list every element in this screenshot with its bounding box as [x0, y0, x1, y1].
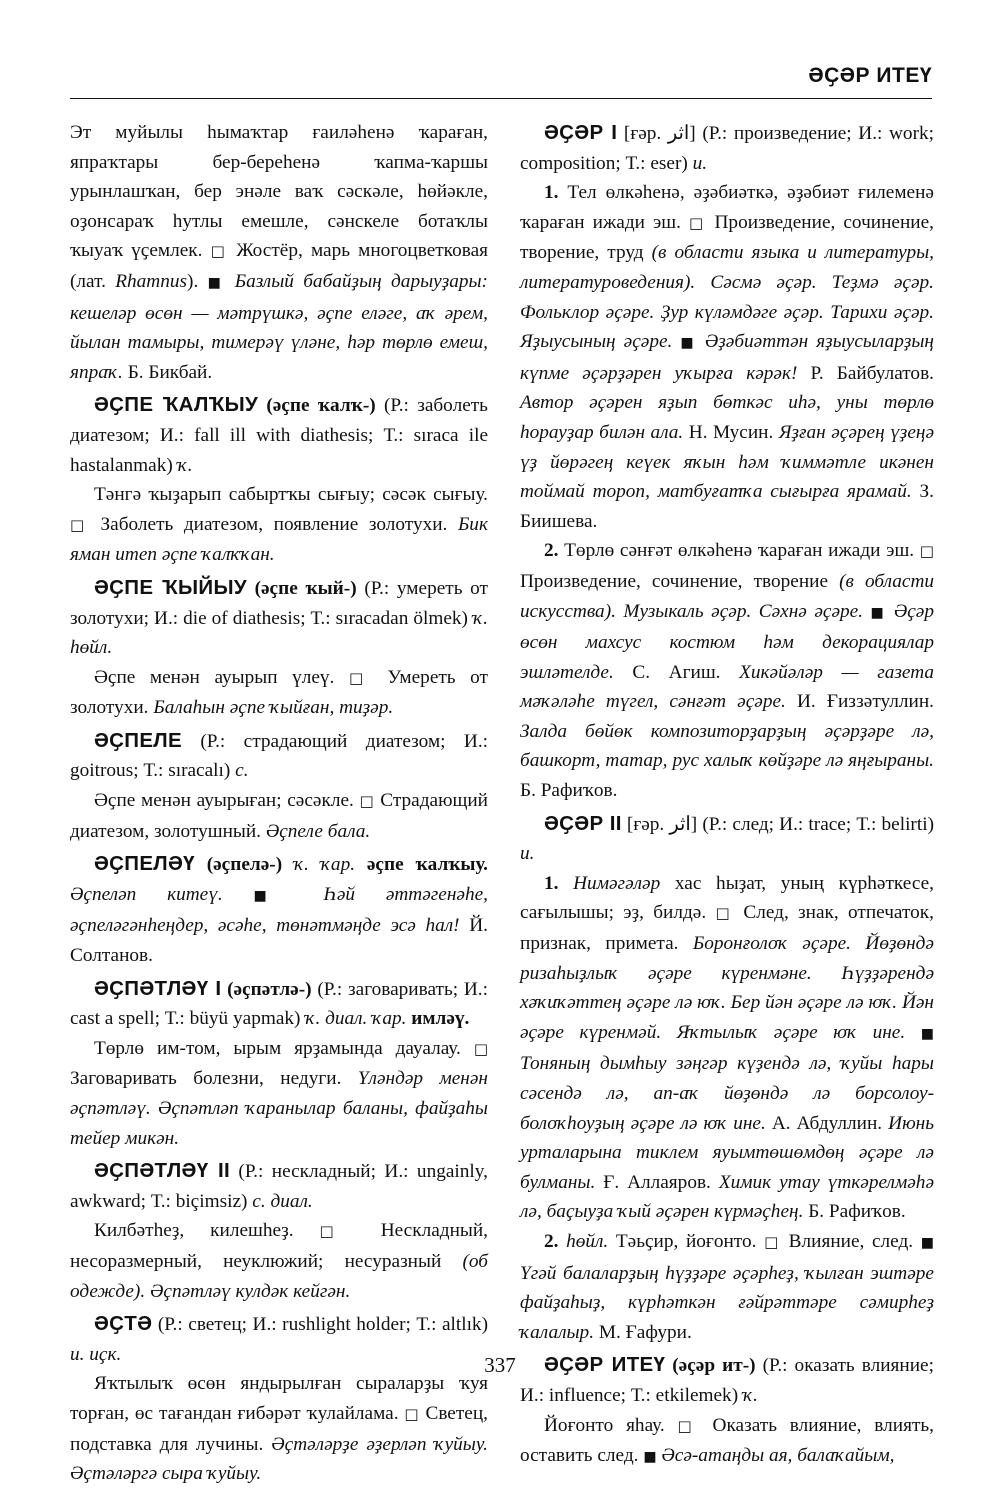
sense-1: 1. Нимәгәләр хас һыҙат, уның күрһәткесе, сағылышы; эҙ, билдә. □ След, знак, отпечаток, признак, примета. Боронғолоҡ әҫәре. Йөҙөндә ризаһыҙлыҡ әҫәре күренмәне. Һүҙҙәрендә хәҡиҡәттең әҫәре лә юҡ. Бер йән әҫәре лә юҡ. Йән әҫәре күренмәй. Яҡтылыҡ әҫәре юҡ ине. ■ Тоняның дымһыу зәңгәр күҙендә лә, ҡуйы һары сәсендә лә, ап-аҡ йөҙөндә лә борсолоу-болоҡһоуҙың әҫәре лә юҡ ине. А. Абдуллин. Июнь урталарына тиклем яуымтөшөмдөң әҫәре лә булманы. Ғ. Аллаяров. Химик утау үткәрелмәһә лә, баҫыуҙа ҡый әҫәрен күрмәҫһең. Б. Рафиҡов. [520, 872, 935, 1223]
header-rule [70, 98, 932, 99]
example-marker-icon: ■ [253, 887, 293, 904]
russian-marker-icon: □ [359, 792, 375, 811]
example-marker-icon: ■ [920, 1025, 934, 1042]
entry-espeleu: ӘҪПЕЛӘҮ (әҫпелә-) ҡ. ҡар. әҫпе ҡалҡыу. Әҫпеләп китеү. ■ Һәй әттәгенәһе, әҫпеләгәнһеңдер, әсәһе, төнәтмәңде эсә һал! Й. Солтанов. [70, 852, 489, 967]
definition: Тәнгә ҡыҙарып сабыртҡы сығыу; сәсәк сығыу. □ Заболеть диатезом, появление золотухи. Бик яман итеп әҫпе ҡалҡҡан. [70, 484, 488, 566]
example-marker-icon: ■ [920, 1234, 934, 1251]
russian-marker-icon: □ [210, 242, 229, 261]
running-head: ӘҪӘР ИТЕҮ [808, 64, 932, 87]
example-marker-icon: ■ [207, 274, 226, 291]
russian-marker-icon: □ [677, 1416, 700, 1435]
russian-marker-icon: □ [919, 542, 934, 561]
page-number: 337 [484, 1353, 516, 1377]
entry-espe-kalkyu: ӘҪПЕ ҠАЛҠЫУ (әҫпе ҡалҡ-) (Р.: заболеть диатезом; И.: fall ill with diathesis; Т.: sıraca ile hastalanmak) ҡ. [70, 393, 488, 476]
entry-este: ӘҪТӘ (Р.: светец; И.: rushlight holder; Т.: altlık) и. иҫк. [70, 1312, 488, 1365]
headword: ӘҪӘР I [544, 121, 618, 144]
headword: ӘҪПЕ ҠЫЙЫУ [94, 575, 247, 599]
headword: ӘҪПӘТЛӘҮ I [94, 976, 222, 1000]
entry-eser-2: ӘҪӘР II [ғәр. اثر] (Р.: след; И.: trace; Т.: belirti) и. [520, 811, 934, 865]
headword: ӘҪӘР ИТЕҮ [544, 1353, 666, 1377]
definition: Әҫпе менән ауырыған; сәсәкле. □ Страдающий диатезом, золотушный. Әҫпеле бала. [70, 790, 488, 842]
example-marker-icon: ■ [870, 604, 887, 621]
headword: ӘҪПЕЛӘҮ [94, 852, 195, 876]
headword: ӘҪПЕЛЕ [94, 728, 182, 752]
example-marker-icon: ■ [680, 335, 697, 352]
russian-marker-icon: □ [404, 1404, 420, 1423]
entry-espe-kyiyu: ӘҪПЕ ҠЫЙЫУ (әҫпе ҡый-) (Р.: умереть от золотухи; И.: die of diathesis; Т.: sıracadan ölmek) ҡ. һөйл. [70, 575, 488, 659]
russian-marker-icon: □ [689, 213, 707, 232]
headword: ӘҪӘР II [544, 811, 622, 835]
entry-espetleu-2: ӘҪПӘТЛӘҮ II (Р.: нескладный; И.: ungainly, awkward; Т.: biçimsiz) с. диал. [70, 1159, 488, 1212]
definition: Яҡтылыҡ өсөн яндырылған сыраларҙы ҡуя торған, өс тағандан ғибәрәт ҡулайлама. □ Светец, подставка для лучины. Әҫтәләрҙе әҙерләп ҡуйыу. Әҫтәләргә сыра ҡуйыу. [70, 1373, 488, 1485]
definition: Йоғонто яһау. □ Оказать влияние, влиять, оставить след. ■ Әсә-атаңды ая, балаҡайым, [520, 1414, 934, 1467]
arabic-etymon: اثر [669, 813, 691, 835]
headword: ӘҪПЕ ҠАЛҠЫУ [94, 393, 259, 417]
headword: ӘҪПӘТЛӘҮ II [94, 1159, 230, 1183]
headword: ӘҪТӘ [94, 1312, 153, 1336]
definition: Әҫпе менән ауырып үлеү. □ Умереть от золотухи. Балаһын әҫпе ҡыйған, тиҙәр. [70, 666, 488, 719]
entry-espele: ӘҪПЕЛЕ (Р.: страдающий диатезом; И.: goitrous; Т.: sıracalı) с. [70, 728, 488, 782]
russian-marker-icon: □ [715, 904, 735, 923]
entry-eser-1: ӘҪӘР I [ғәр. اثر] (Р.: произведение; И.: work; composition; Т.: eser) и. [520, 121, 934, 174]
sense-2: 2. Төрлө сәнғәт өлкәһенә ҡараған ижади эш. □ Произведение, сочинение, творение (в области искусства). Музыкаль әҫәр. Сәхнә әҫәре. ■ Әҫәр өсөн махсус костюм һәм декорациялар эшләтелде. С. Агиш. Хикәйәләр — газета мәҡәләһе түгел, сәнғәт әҫәре. И. Ғиззәтуллин. Залда бөйөк композиторҙарҙың әҫәрҙәре лә, башкорт, татар, рус халыҡ көйҙәре лә яңғыраны. Б. Рафиҡов. [520, 540, 935, 802]
russian-marker-icon: □ [319, 1222, 355, 1241]
russian-marker-icon: □ [70, 515, 90, 534]
left-column [70, 118, 488, 1489]
entry-eser-iteu: ӘҪӘР ИТЕҮ (әҫәр ит-) (Р.: оказать влияние; И.: influence; Т.: etkilemek) ҡ. [520, 1353, 934, 1406]
russian-marker-icon: □ [348, 668, 373, 687]
arabic-etymon: اثر [667, 123, 690, 144]
sense-1: 1. Тел өлкәһенә, әҙәбиәткә, әҙәбиәт ғилеменә ҡараған ижади эш. □ Произведение, сочинение, творение, труд (в области языка и литературы, литературоведения). Сәсмә әҫәр. Теҙмә әҫәр. Фольклор әҫәре. Ҙур күләмдәге әҫәр. Тарихи әҫәр. Яҙыусының әҫәре. ■ Әҙәбиәттән яҙыусыларҙың күпме әҫәрҙәрен уҡырға кәрәк! Р. Байбулатов. Автор әҫәрен яҙып бөткәс иһә, уны төрлө һорауҙар билән ала. Н. Мусин. Яҙған әҫәрең үҙеңә үҙ йөрәгең кеүек яҡын һәм ҡиммәтле икәнен тоймай тороп, матбуғатҡа сығырға ярамай. З. Биишева. [520, 182, 935, 532]
continued-definition: Эт муйылы һымаҡтар ғаиләһенә ҡараған, япраҡтары бер-береһенә ҡапма-ҡаршы урынлашҡан, бер энәле ваҡ сәскәле, һөйәкле, оҙонсараҡ һутлы емешле, сәнскеле ботаҡлы ҡыуаҡ үҫемлек. □ Жостёр, марь многоцветковая (лат. Rhamnus). ■ Базлый бабайҙың дарыуҙары: кешеләр өсөн — мәтрүшкә, әҫпе еләге, аҡ әрем, йылан тамыры, тимерәү үләне, һәр төрлө емеш, япраҡ. Б. Бикбай. [70, 122, 488, 383]
russian-marker-icon: □ [764, 1232, 782, 1251]
example-marker-icon: ■ [643, 1449, 657, 1466]
right-column [520, 118, 934, 1473]
sense-2: 2. һөйл. Тәьҫир, йоғонто. □ Влияние, след. ■ Үгәй балаларҙың һүҙҙәре әҫәрһеҙ, ҡылған эштәре файҙаһыҙ, күрһәткән ғәйрәттәре сәмирһеҙ ҡалалыр. М. Ғафури. [520, 1230, 934, 1343]
russian-marker-icon: □ [473, 1039, 488, 1058]
definition: Килбәтһеҙ, килешһеҙ. □ Нескладный, несоразмерный, неуклюжий; несуразный (об одежде). Әҫпәтләү кулдәк кейгән. [70, 1220, 488, 1302]
entry-espetleu-1: ӘҪПӘТЛӘҮ I (әҫпәтлә-) (Р.: заговаривать; И.: cast a spell; Т.: büyü yapmak) ҡ. диал. ҡар. имләү. [70, 976, 488, 1030]
definition: Төрлө им-том, ырым ярҙамында дауалау. □ Заговаривать болезни, недуги. Үләндәр менән әҫпәтләү. Әҫпәтләп ҡаранылар баланы, файҙаһы тейер микән. [70, 1037, 488, 1149]
